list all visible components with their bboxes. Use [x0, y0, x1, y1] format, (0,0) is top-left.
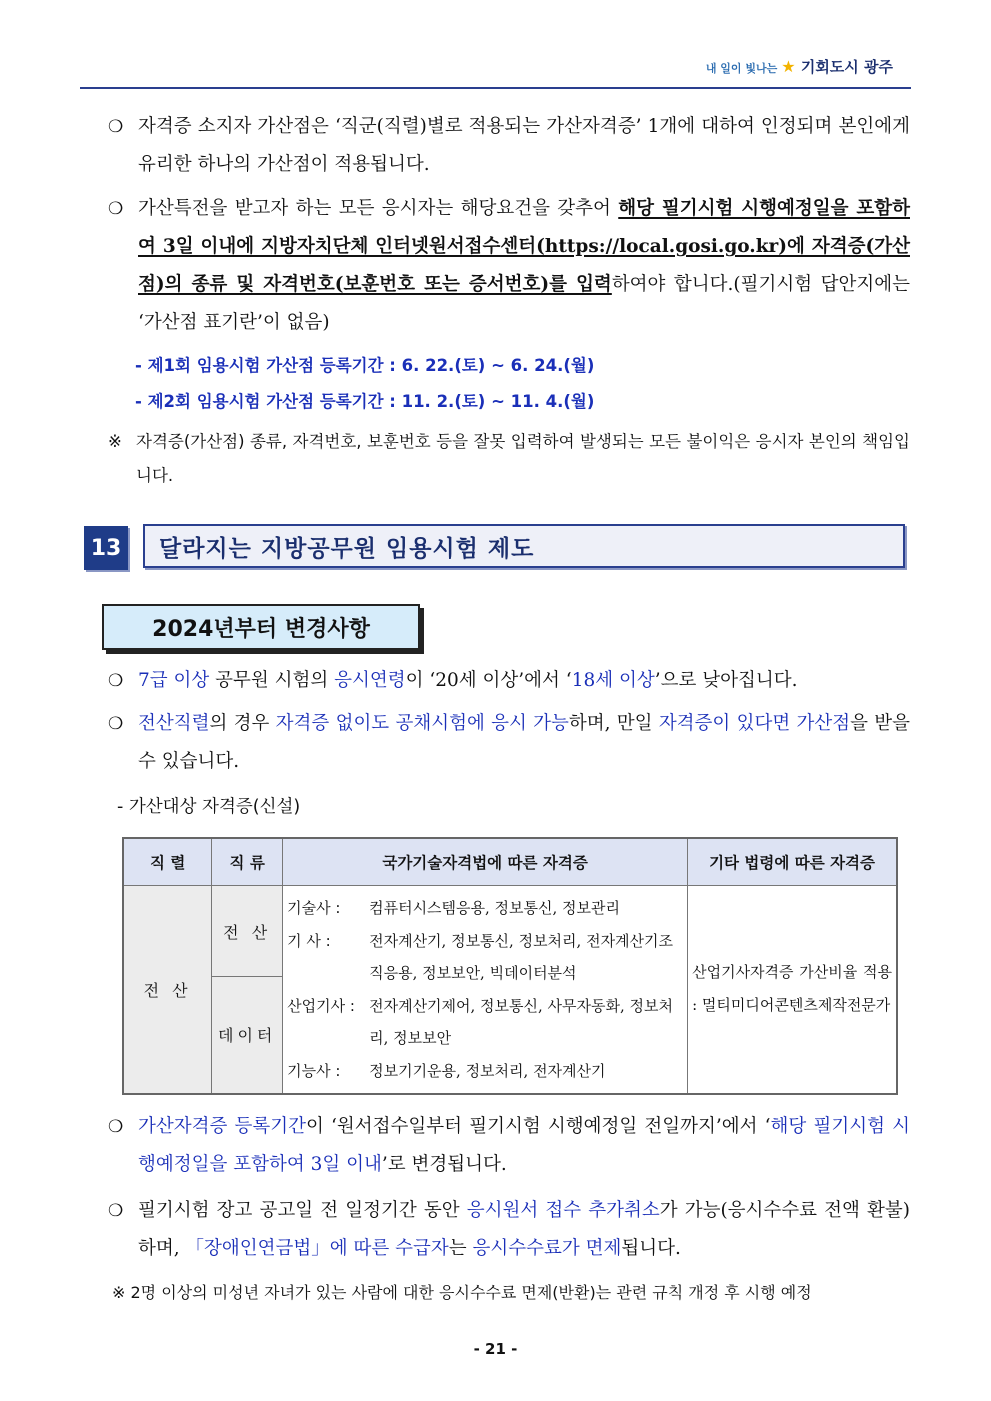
highlight-text: 7급 이상 — [138, 670, 210, 691]
column-header: 기타 법령에 따른 자격증 — [688, 838, 897, 886]
changes-title-box — [102, 604, 420, 650]
star-icon: ★ — [781, 57, 796, 76]
plain-text: 필기시험 장고 공고일 전 일정기간 동안 — [138, 1200, 467, 1221]
highlight-text: 자격증이 있다면 가산점 — [658, 713, 851, 734]
bullet-icon: ❍ — [108, 714, 124, 734]
highlight-text: 응시원서 접수 추가취소 — [466, 1200, 660, 1221]
plain-text: 됩니다. — [621, 1238, 681, 1259]
column-header: 직 렬 — [123, 838, 212, 886]
highlight-text: 전산직렬 — [138, 713, 210, 734]
table-row — [123, 886, 897, 977]
change-fee-exemption — [108, 1192, 910, 1268]
rich-text — [138, 662, 910, 700]
certificate-line: 기능사 : 정보기기운용, 정보처리, 전자계산기 — [287, 1061, 606, 1080]
other-certificates-cell: 산업기사자격증 가산비율 적용 : 멀티미디어콘텐츠제작전문가 — [688, 886, 897, 1094]
note-text: 자격증(가산점) 종류, 자격번호, 보훈번호 등을 잘못 입력하여 발생되는 모든 불이익은 응시자 본인의 책임입니다. — [136, 432, 910, 485]
paragraph-text: 하여야 합니다.(필기시험 답안지에는 ‘가산점 표기란’이 없음) — [138, 274, 910, 333]
plain-text: 가 가능(응시수수료 전액 환불)하며, — [138, 1200, 910, 1259]
plain-text: 을 받을 수 있습니다. — [138, 713, 910, 772]
paragraph-registration — [108, 190, 910, 342]
emphasis-text: 해당 필기시험 시행예정일을 포함하여 3일 이내에 지방자치단체 인터넷원서접수센터(https://local.gosi.go.kr)에 자격증(가산점)의 종류 및 자격번호(보훈번호 또는 증서번호)를 입력 — [138, 198, 910, 295]
target-certificates-label: - 가산대상 자격증(신설) — [117, 797, 301, 817]
header-tagline: 내 일이 빛나는 — [705, 62, 778, 75]
bullet-icon: ❍ — [108, 1201, 124, 1221]
highlight-text: 가산자격증 등록기간 — [138, 1116, 307, 1137]
highlight-text: 응시수수료가 면제 — [472, 1238, 622, 1259]
certificate-line: 기술사 : 컴퓨터시스템응용, 정보통신, 정보관리 — [287, 899, 621, 917]
plain-text: ’로 변경됩니다. — [381, 1154, 507, 1175]
change-registration-period — [108, 1108, 910, 1184]
table-header-row — [123, 838, 897, 886]
plain-text: 의 경우 — [209, 713, 276, 734]
column-header: 국가기술자격법에 따른 자격증 — [283, 838, 688, 886]
change-it-series — [108, 705, 910, 781]
plain-text: 이 ‘20세 이상’에서 ‘ — [405, 670, 572, 691]
highlight-text: 18세 이상 — [571, 670, 655, 691]
series-cell: 전 산 — [123, 886, 212, 1094]
highlight-text: 응시연령 — [334, 670, 406, 691]
reference-mark-icon: ※ — [108, 432, 122, 451]
section-title-box — [143, 524, 905, 568]
plain-text: 는 — [448, 1238, 473, 1259]
registration-period-1: - 제1회 임용시험 가산점 등록기간 : 6. 22.(토) ~ 6. 24.(월) — [135, 356, 595, 375]
certificate-line: 산업기사 : 전자계산기제어, 정보통신, 사무자동화, 정보처리, 정보보안 — [287, 996, 674, 1047]
plain-text: ’으로 낮아집니다. — [654, 670, 798, 691]
rich-text — [138, 705, 910, 781]
rich-text — [138, 1192, 910, 1268]
note-responsibility — [108, 425, 910, 493]
section-number: 13 — [84, 526, 128, 570]
highlight-text: 「장애인연금법」에 따른 수급자 — [185, 1238, 449, 1259]
highlight-text: 자격증 없이도 공채시험에 응시 가능 — [275, 713, 569, 734]
column-header: 직 류 — [212, 838, 283, 886]
header-city: 기회도시 광주 — [800, 58, 893, 76]
page-number: - 21 - — [473, 1340, 518, 1358]
bullet-icon: ❍ — [108, 671, 124, 691]
highlight-text: 해당 필기시험 시행예정일을 포함하여 3일 이내 — [138, 1116, 910, 1175]
paragraph-text: 자격증 소지자 가산점은 ‘직군(직렬)별로 적용되는 가산자격증’ 1개에 대하여 인정되며 본인에게 유리한 하나의 가산점이 적용됩니다. — [138, 116, 910, 175]
bullet-icon: ❍ — [108, 1117, 124, 1137]
plain-text: 공무원 시험의 — [209, 670, 335, 691]
plain-text: 이 ‘원서접수일부터 필기시험 시행예정일 전일까지’에서 ‘ — [306, 1116, 771, 1137]
header-divider — [80, 87, 911, 89]
subseries-cell: 데이터 — [212, 977, 283, 1094]
certificate-line: 기 사 : 전자계산기, 정보통신, 정보처리, 전자계산기조직응용, 정보보안, 빅데이터분석 — [287, 931, 674, 982]
bullet-icon: ❍ — [108, 117, 124, 137]
header-logo — [706, 56, 893, 77]
national-certificates-cell — [283, 886, 688, 1094]
changes-title: 2024년부터 변경사항 — [152, 616, 370, 642]
paragraph-bonus-point — [108, 108, 910, 184]
registration-period-2: - 제2회 임용시험 가산점 등록기간 : 11. 2.(토) ~ 11. 4.(월) — [135, 392, 595, 411]
section-title: 달라지는 지방공무원 임용시험 제도 — [159, 535, 535, 562]
paragraph-text: 가산특전을 받고자 하는 모든 응시자는 해당요건을 갖추어 — [138, 198, 619, 219]
subseries-cell: 전 산 — [212, 886, 283, 977]
bullet-icon: ❍ — [108, 199, 124, 219]
certificates-table — [122, 837, 898, 1095]
note-minor-children: ※ 2명 이상의 미성년 자녀가 있는 사람에 대한 응시수수료 면제(반환)는 관련 규칙 개정 후 시행 예정 — [112, 1283, 812, 1302]
change-age — [108, 662, 910, 700]
plain-text: 하며, 만일 — [568, 713, 659, 734]
rich-text — [138, 1108, 910, 1184]
